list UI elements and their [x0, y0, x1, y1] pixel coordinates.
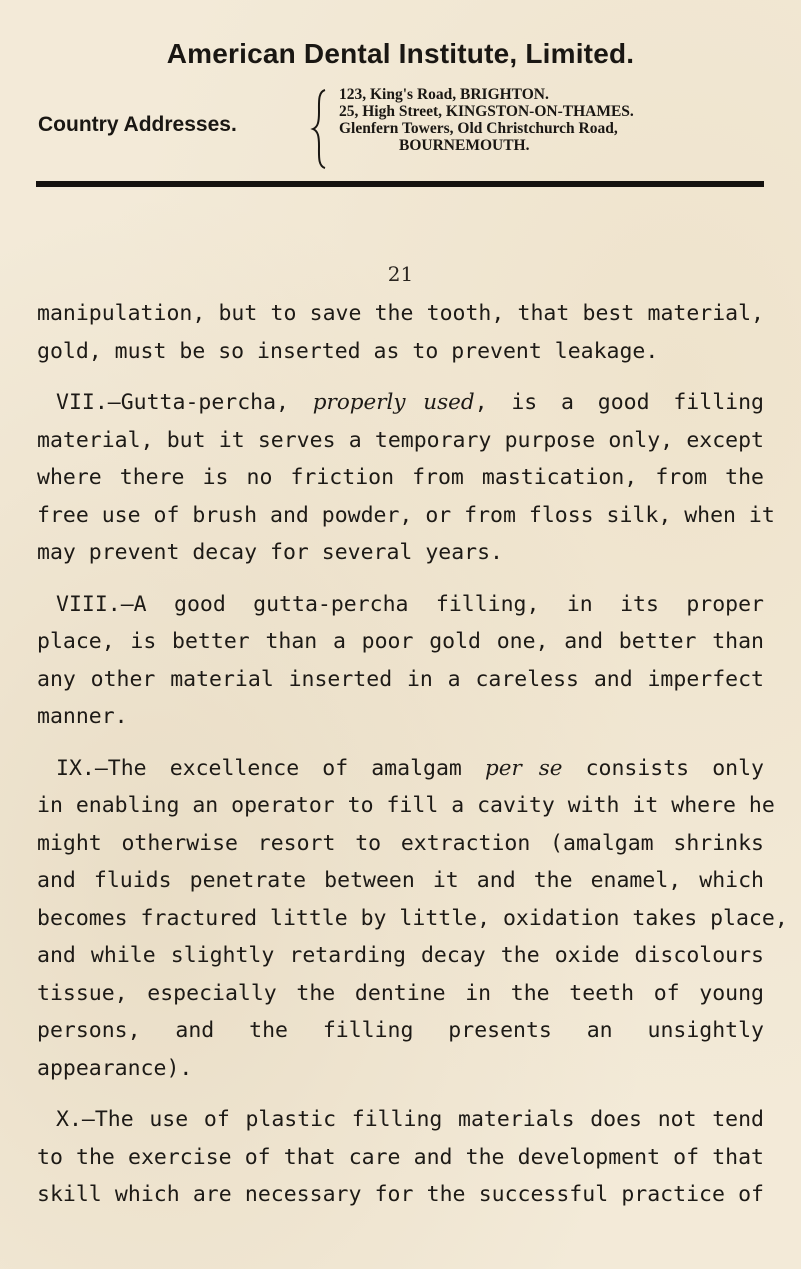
paragraph	[37, 295, 764, 370]
text-line: might otherwise resort to extraction (amalgam shrinks	[37, 830, 764, 856]
text-line	[37, 750, 764, 788]
address-list	[339, 86, 779, 154]
text-line: gold, must be so inserted as to prevent leakage.	[37, 338, 659, 364]
text-line	[37, 384, 764, 422]
text-run: , is a good filling	[474, 390, 764, 415]
text-run: VII.—Gutta-percha,	[56, 390, 313, 415]
text-line: skill which are necessary for the successful practice of	[37, 1182, 764, 1207]
address-label: Country Addresses.	[38, 113, 237, 136]
text-line: may prevent decay for several years.	[37, 540, 503, 565]
paragraph	[37, 1101, 764, 1214]
address-line: BOURNEMOUTH.	[399, 137, 530, 154]
text-line: manner.	[37, 704, 128, 729]
paragraph	[37, 750, 788, 1088]
text-line: appearance).	[37, 1055, 193, 1081]
text-line: VIII.—A good gutta-percha filling, in its proper	[56, 591, 764, 617]
body-text	[37, 295, 788, 1214]
address-line: Glenfern Towers, Old Christchurch Road,	[339, 120, 618, 137]
text-line: where there is no friction from mastication, from the	[37, 465, 764, 490]
page-number: 21	[387, 262, 414, 286]
paragraph	[37, 586, 764, 736]
text-line: any other material inserted in a careless and imperfect	[37, 666, 764, 692]
text-line: free use of brush and powder, or from floss silk, when it	[37, 502, 775, 528]
text-line: place, is better than a poor gold one, and better than	[37, 629, 764, 654]
text-run: IX.—The excellence of amalgam	[56, 755, 485, 781]
text-line: in enabling an operator to fill a cavity with it where he	[37, 793, 775, 818]
curly-brace	[310, 88, 330, 170]
text-line: becomes fractured little by little, oxidation takes place,	[37, 905, 788, 931]
emphasis-text: properly used	[312, 390, 475, 415]
text-line: X.—The use of plastic filling materials does not tend	[56, 1107, 764, 1132]
paragraph	[37, 384, 775, 572]
text-line: and while slightly retarding decay the oxide discolours	[37, 943, 764, 968]
text-line: and fluids penetrate between it and the enamel, which	[37, 868, 764, 893]
address-line: 25, High Street, KINGSTON-ON-THAMES.	[339, 103, 634, 120]
divider-rule	[36, 181, 764, 187]
text-line: tissue, especially the dentine in the teeth of young	[37, 980, 764, 1006]
text-line: manipulation, but to save the tooth, that best material,	[37, 301, 764, 326]
text-run: consists only	[562, 755, 764, 781]
masthead-title: American Dental Institute, Limited.	[166, 38, 635, 69]
text-line: to the exercise of that care and the development of that	[37, 1144, 764, 1170]
address-line: 123, King's Road, BRIGHTON.	[339, 86, 549, 103]
text-line: material, but it serves a temporary purpose only, except	[37, 427, 764, 453]
emphasis-text: per se	[484, 755, 563, 781]
text-line: persons, and the filling presents an unsightly	[37, 1018, 764, 1043]
